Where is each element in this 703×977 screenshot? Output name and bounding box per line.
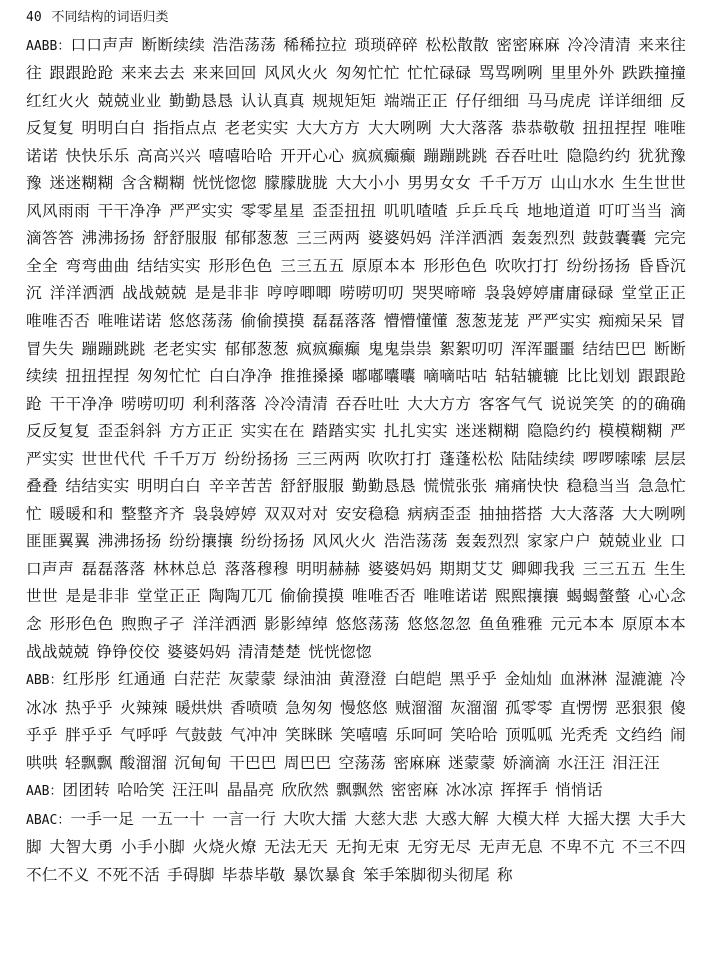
section-label-aabb: AABB：: [26, 38, 71, 54]
section-text-aab: 团团转 哈哈笑 汪汪叫 晶晶亮 欣欣然 飘飘然 密密麻 冰冰凉 挥挥手 悄悄话: [62, 781, 603, 800]
section-label-abb: ABB：: [26, 673, 63, 689]
section-abb: [26, 666, 686, 777]
document-title: 40 不同结构的词语归类: [26, 10, 169, 25]
section-text-aabb: 口口声声 断断续续 浩浩荡荡 稀稀拉拉 琐琐碎碎 松松散散 密密麻麻 冷冷清清 来来往往 跟跟跄跄 来来去去 来来回回 风风火火 匆匆忙忙 忙忙碌碌 骂骂咧咧 里里外外 跌跌撞撞 红红火火 兢兢业业 勤勤恳恳 认认真真 规规矩矩 端端正正 仔仔细细 马马虎虎 详详细细 反反复复 明明白白 指指点点 老老实实 大大方方 大大咧咧 大大落落 恭恭敬敬 扭扭捏捏 唯唯诺诺 快快乐乐 高高兴兴 嘻嘻哈哈 开开心心 疯疯癫癫 蹦蹦跳跳 吞吞吐吐 隐隐约约 犹犹豫豫 迷迷糊糊 含含糊糊 恍恍惚惚 朦朦胧胧 大大小小 男男女女 千千万万 山山水水 生生世世 风风雨雨 干干净净 严严实实 零零星星 歪歪扭扭 叽叽喳喳 乒乒乓乓 地地道道 叮叮当当 滴滴答答 沸沸扬扬 舒舒服服 郁郁葱葱 三三两两 婆婆妈妈 洋洋洒洒 轰轰烈烈 鼓鼓囊囊 完完全全 弯弯曲曲 结结实实 形形色色 三三五五 原原本本 形形色色 吹吹打打 纷纷扬扬 昏昏沉沉 洋洋洒洒 战战兢兢 是是非非 哼哼唧唧 唠唠叨叨 哭哭啼啼 袅袅婷婷庸庸碌碌 堂堂正正 唯唯否否 唯唯诺诺 悠悠荡荡 偷偷摸摸 磊磊落落 懵懵懂懂 葱葱茏茏 严严实实 痴痴呆呆 冒冒失失 蹦蹦跳跳 老老实实 郁郁葱葱 疯疯癫癫 鬼鬼祟祟 絮絮叨叨 浑浑噩噩 结结巴巴 断断续续 扭扭捏捏 匆匆忙忙 白白净净 推推搡搡 嘟嘟囔囔 嘀嘀咕咕 轱轱辘辘 比比划划 跟跟跄跄 干干净净 唠唠叨叨 利利落落 冷冷清清 吞吞吐吐 大大方方 客客气气 说说笑笑 的的确确 反反复复 歪歪斜斜 方方正正 实实在在 踏踏实实 扎扎实实 迷迷糊糊 隐隐约约 模模糊糊 严严实实 世世代代 千千万万 纷纷扬扬 三三两两 吹吹打打 蓬蓬松松 陆陆续续 啰啰嗦嗦 层层叠叠 结结实实 明明白白 辛辛苦苦 舒舒服服 勤勤恳恳 慌慌张张 痛痛快快 稳稳当当 急急忙忙 暖暖和和 整整齐齐 袅袅婷婷 双双对对 安安稳稳 病病歪歪 抽抽搭搭 大大落落 大大咧咧 匪匪翼翼 沸沸扬扬 纷纷攘攘 纷纷扬扬 风风火火 浩浩荡荡 轰轰烈烈 家家户户 兢兢业业 口口声声 磊磊落落 林林总总 落落穆穆 明明赫赫 婆婆妈妈 期期艾艾 卿卿我我 三三五五 生生世世 是是非非 堂堂正正 陶陶兀兀 偷偷摸摸 唯唯否否 唯唯诺诺 熙熙攘攘 蝎蝎螫螫 心心念念 形形色色 煦煦孑孑 洋洋洒洒 影影绰绰 悠悠荡荡 悠悠忽忽 鱼鱼雅雅 元元本本 原原本本 战战兢兢 铮铮佼佼 婆婆妈妈 清清楚楚 恍恍惚惚: [26, 35, 686, 661]
section-aabb: [26, 32, 686, 667]
section-label-aab: AAB：: [26, 784, 63, 800]
section-text-abac: 一手一足 一五一十 一言一行 大吹大擂 大慈大悲 大惑大解 大模大样 大摇大摆 大手大脚 大智大勇 小手小脚 火烧火燎 无法无天 无拘无束 无穷无尽 无声无息 不卑不亢 不三不四 不仁不义 不死不活 手碍脚 毕恭毕敬 暴饮暴食 笨手笨脚彻头彻尾 称: [26, 809, 686, 884]
section-abac: [26, 806, 686, 890]
document-page: [26, 4, 686, 890]
section-aab: [26, 777, 686, 806]
section-label-abac: ABAC：: [26, 812, 71, 828]
section-text-abb: 红彤彤 红通通 白茫茫 灰蒙蒙 绿油油 黄澄澄 白皑皑 黑乎乎 金灿灿 血淋淋 湿漉漉 冷冰冰 热乎乎 火辣辣 暖烘烘 香喷喷 急匆匆 慢悠悠 贼溜溜 灰溜溜 孤零零 直愣愣 恶狠狠 傻乎乎 胖乎乎 气呼呼 气鼓鼓 气冲冲 笑眯眯 笑嘻嘻 乐呵呵 笑哈哈 顶呱呱 光秃秃 文绉绉 闹哄哄 轻飘飘 酸溜溜 沉甸甸 干巴巴 周巴巴 空荡荡 密麻麻 迷蒙蒙 娇滴滴 水汪汪 泪汪汪: [26, 670, 687, 772]
